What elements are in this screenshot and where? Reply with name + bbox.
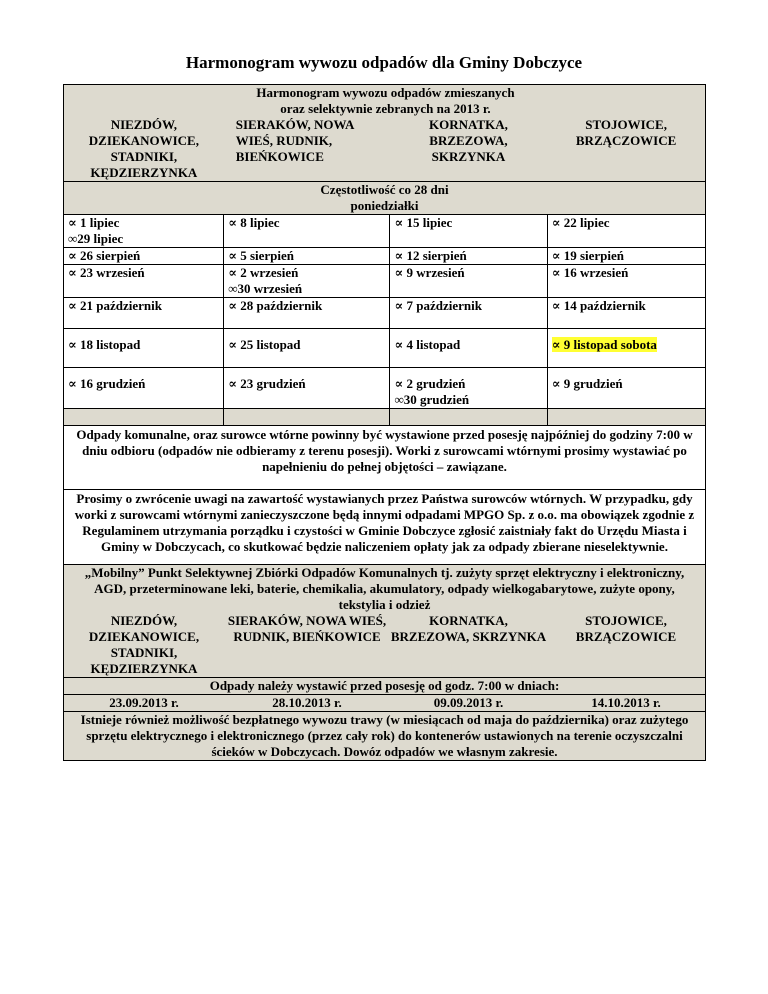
frequency-text: Częstotliwość co 28 dni [320, 182, 449, 197]
date-entry: ∝ 19 sierpień [551, 248, 625, 263]
spacer-row [64, 409, 706, 426]
date-entry: ∝ 5 sierpień [228, 248, 295, 263]
date-entry: ∝ 2 grudzień [394, 376, 466, 391]
header-intro: Harmonogram wywozu odpadów zmieszanych oraz selektywnie zebranych na 2013 r. [256, 85, 515, 116]
header-col1 [64, 85, 224, 182]
date-entry: ∝ 15 lipiec [394, 215, 453, 230]
header-col4-text: STOJOWICE, BRZĄCZOWICE [575, 117, 677, 148]
date-entry: ∝ 23 wrzesień [68, 265, 145, 280]
mobile-col4: STOJOWICE, BRZĄCZOWICE [575, 613, 677, 644]
date-entry: ∝ 8 lipiec [228, 215, 280, 230]
date-entry: ∝ 16 grudzień [68, 376, 146, 391]
mobile-intro: „Mobilny” Punkt Selektywnej Zbiórki Odpadów Komunalnych tj. zużyty sprzęt elektryczny i elektroniczny, AGD, przeterminowane leki, baterie, chemikalia, akumulatory, odpady wielkogabarytowe, zużyte opony, tekstylia i odzież [84, 565, 685, 612]
mobile-date-2: 28.10.2013 r. [272, 695, 342, 710]
date-entry: ∝ 21 październik [68, 298, 162, 313]
mobile-col1: NIEZDÓW, DZIEKANOWICE, STADNIKI, KĘDZIERZYNKA [88, 613, 200, 676]
mobile-date-4: 14.10.2013 r. [591, 695, 661, 710]
header-middle [224, 85, 547, 182]
header-col4 [547, 85, 705, 182]
date-entry: ∞29 lipiec [68, 231, 124, 246]
highlighted-date-entry: ∝ 9 listopad sobota [551, 337, 657, 352]
date-entry: ∝ 1 lipiec [68, 215, 120, 230]
date-entry: ∞30 wrzesień [228, 281, 303, 296]
date-entry: ∝ 22 lipiec [551, 215, 610, 230]
document-title: Harmonogram wywozu odpadów dla Gminy Dobczyce [185, 53, 583, 72]
date-entry: ∝ 4 listopad [394, 337, 461, 352]
date-entry: ∝ 26 sierpień [68, 248, 141, 263]
mobile-date-1: 23.09.2013 r. [109, 695, 179, 710]
schedule-row [64, 265, 706, 298]
schedule-row [64, 215, 706, 248]
date-entry: ∝ 25 listopad [228, 337, 301, 352]
notice-contamination: Prosimy o zwrócenie uwagi na zawartość wystawianych przez Państwa surowców wtórnych. W przypadku, gdy worki z surowcami wtórnymi zanieczyszczone będą innymi odpadami MPGO Sp. z o.o. ma obowiązek zgodnie z Regulaminem utrzymania porządku i czystości w Gminie Dobczyce zgłosić zaistniały fakt do Urzędu Miasta i Gminy w Dobczycach, co skutkować będzie naliczeniem opłaty jak za odpady zbierane nieselektywnie. [64, 490, 706, 565]
mobile-col3: KORNATKA, BRZEZOWA, SKRZYNKA [390, 613, 547, 644]
notice-collection: Odpady komunalne, oraz surowce wtórne powinny być wystawione przed posesję najpóźniej do godziny 7:00 w dniu odbioru (odpadów nie odbieramy z terenu posesji). Worki z surowcami wtórnymi prosimy wystawiać po napełnieniu do pełnej objętości – zawiązane. [64, 426, 706, 490]
header-col2: SIERAKÓW, NOWA WIEŚ, RUDNIK, BIEŃKOWICE [235, 117, 354, 164]
date-entry: ∝ 18 listopad [68, 337, 141, 352]
date-entry: ∝ 7 październik [394, 298, 482, 313]
mobile-point-section [64, 565, 706, 761]
mobile-date-3: 09.09.2013 r. [433, 695, 504, 710]
mobile-footer: Istnieje również możliwość bezpłatnego wywozu trawy (w miesiącach od maja do października) oraz zużytego sprzętu elektrycznego i elektronicznego (przez cały rok) do kontenerów ustawionych na terenie oczyszczalni ścieków w Dobczycach. Dowóz odpadów we własnym zakresie. [64, 711, 705, 760]
schedule-table [63, 84, 706, 761]
header-col1-text: NIEZDÓW, DZIEKANOWICE, STADNIKI, KĘDZIERZYNKA [88, 117, 199, 180]
date-entry: ∞30 grudzień [394, 392, 470, 407]
schedule-row [64, 248, 706, 265]
date-entry: ∝ 9 grudzień [551, 376, 623, 391]
date-entry: ∝ 9 wrzesień [394, 265, 465, 280]
mobile-when: Odpady należy wystawić przed posesję od godz. 7:00 w dniach: [64, 677, 705, 694]
frequency-cell [64, 182, 706, 215]
schedule-row [64, 368, 706, 409]
mobile-col2: SIERAKÓW, NOWA WIEŚ, RUDNIK, BIEŃKOWICE [227, 613, 387, 644]
date-entry: ∝ 12 sierpień [394, 248, 467, 263]
date-entry: ∝ 16 wrzesień [551, 265, 629, 280]
date-entry: ∝ 2 wrzesień [228, 265, 299, 280]
schedule-row [64, 298, 706, 329]
day-text: poniedziałki [350, 198, 419, 213]
date-entry: ∝ 23 grudzień [228, 376, 306, 391]
header-col3: KORNATKA, BRZEZOWA, SKRZYNKA [429, 117, 508, 164]
date-entry: ∝ 28 październik [228, 298, 323, 313]
date-entry: ∝ 14 październik [551, 298, 646, 313]
schedule-row [64, 329, 706, 368]
